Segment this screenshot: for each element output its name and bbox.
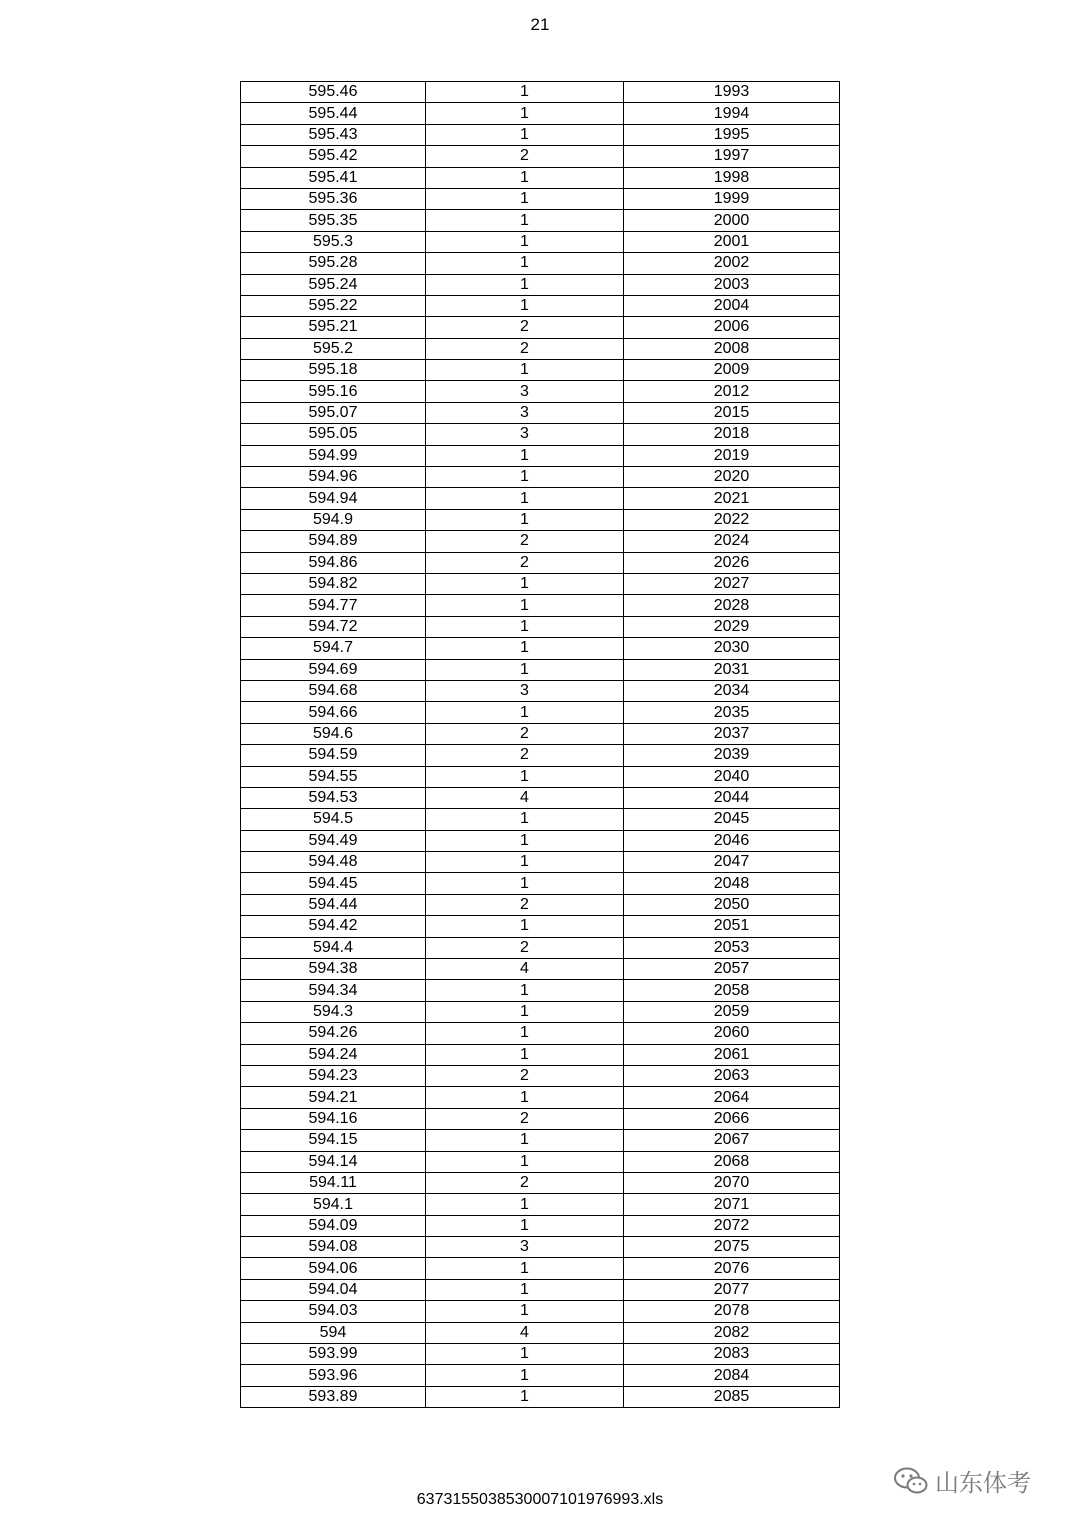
score-cell: 595.16 [241, 381, 426, 402]
watermark-text: 山东体考 [935, 1470, 1031, 1497]
cumulative-cell: 2031 [624, 659, 840, 680]
cumulative-cell: 2029 [624, 616, 840, 637]
score-cell: 594.59 [241, 745, 426, 766]
cumulative-cell: 2046 [624, 830, 840, 851]
score-cell: 594.16 [241, 1108, 426, 1129]
cumulative-cell: 2077 [624, 1279, 840, 1300]
score-cell: 594.09 [241, 1215, 426, 1236]
count-cell: 3 [426, 381, 624, 402]
score-cell: 595.44 [241, 103, 426, 124]
score-cell: 594.86 [241, 552, 426, 573]
cumulative-cell: 2084 [624, 1365, 840, 1386]
table-row [241, 1237, 840, 1258]
count-cell: 2 [426, 531, 624, 552]
cumulative-cell: 2067 [624, 1130, 840, 1151]
score-cell: 594.34 [241, 980, 426, 1001]
cumulative-cell: 2008 [624, 338, 840, 359]
cumulative-cell: 2085 [624, 1386, 840, 1407]
cumulative-cell: 1998 [624, 167, 840, 188]
table-row [241, 402, 840, 423]
table-row [241, 787, 840, 808]
score-cell: 595.42 [241, 146, 426, 167]
table-row [241, 1344, 840, 1365]
cumulative-cell: 2002 [624, 253, 840, 274]
score-cell: 594.69 [241, 659, 426, 680]
table-row [241, 638, 840, 659]
count-cell: 1 [426, 188, 624, 209]
table-row [241, 873, 840, 894]
table-row [241, 338, 840, 359]
count-cell: 1 [426, 616, 624, 637]
score-cell: 595.2 [241, 338, 426, 359]
table-row [241, 745, 840, 766]
cumulative-cell: 2040 [624, 766, 840, 787]
table-row [241, 723, 840, 744]
table-row [241, 916, 840, 937]
score-cell: 594.4 [241, 937, 426, 958]
cumulative-cell: 2064 [624, 1087, 840, 1108]
cumulative-cell: 2012 [624, 381, 840, 402]
count-cell: 1 [426, 295, 624, 316]
count-cell: 1 [426, 1001, 624, 1022]
cumulative-cell: 2070 [624, 1172, 840, 1193]
cumulative-cell: 2071 [624, 1194, 840, 1215]
cumulative-cell: 2015 [624, 402, 840, 423]
score-cell: 594.23 [241, 1065, 426, 1086]
cumulative-cell: 1997 [624, 146, 840, 167]
cumulative-cell: 2053 [624, 937, 840, 958]
cumulative-cell: 2057 [624, 959, 840, 980]
count-cell: 4 [426, 787, 624, 808]
score-cell: 595.07 [241, 402, 426, 423]
cumulative-cell: 2037 [624, 723, 840, 744]
score-cell: 594.44 [241, 894, 426, 915]
table-row [241, 231, 840, 252]
table-row [241, 1065, 840, 1086]
cumulative-cell: 2047 [624, 852, 840, 873]
table-row [241, 659, 840, 680]
score-table [240, 81, 840, 1408]
count-cell: 1 [426, 595, 624, 616]
cumulative-cell: 2051 [624, 916, 840, 937]
table-row [241, 103, 840, 124]
cumulative-cell: 2009 [624, 360, 840, 381]
table-row [241, 1001, 840, 1022]
table-row [241, 616, 840, 637]
table-row [241, 937, 840, 958]
cumulative-cell: 2030 [624, 638, 840, 659]
score-cell: 594.3 [241, 1001, 426, 1022]
score-cell: 594.38 [241, 959, 426, 980]
cumulative-cell: 2035 [624, 702, 840, 723]
count-cell: 1 [426, 1023, 624, 1044]
cumulative-cell: 2001 [624, 231, 840, 252]
table-row [241, 295, 840, 316]
table-row [241, 124, 840, 145]
table-row [241, 1279, 840, 1300]
count-cell: 1 [426, 638, 624, 659]
table-row [241, 1108, 840, 1129]
score-cell: 594.48 [241, 852, 426, 873]
count-cell: 1 [426, 124, 624, 145]
score-cell: 593.99 [241, 1344, 426, 1365]
table-row [241, 595, 840, 616]
score-cell: 594.11 [241, 1172, 426, 1193]
count-cell: 1 [426, 1194, 624, 1215]
table-row [241, 381, 840, 402]
table-row [241, 1301, 840, 1322]
score-cell: 594.89 [241, 531, 426, 552]
count-cell: 1 [426, 809, 624, 830]
count-cell: 1 [426, 830, 624, 851]
count-cell: 1 [426, 702, 624, 723]
score-cell: 594.03 [241, 1301, 426, 1322]
score-cell: 594.45 [241, 873, 426, 894]
table-row [241, 317, 840, 338]
count-cell: 1 [426, 1130, 624, 1151]
score-cell: 594.99 [241, 445, 426, 466]
cumulative-cell: 2018 [624, 424, 840, 445]
table-row [241, 82, 840, 103]
score-cell: 595.05 [241, 424, 426, 445]
score-cell: 594.7 [241, 638, 426, 659]
score-cell: 594.53 [241, 787, 426, 808]
cumulative-cell: 2058 [624, 980, 840, 1001]
table-row [241, 1194, 840, 1215]
table-row [241, 809, 840, 830]
count-cell: 1 [426, 573, 624, 594]
cumulative-cell: 2063 [624, 1065, 840, 1086]
score-cell: 594.26 [241, 1023, 426, 1044]
score-cell: 595.35 [241, 210, 426, 231]
score-cell: 595.36 [241, 188, 426, 209]
score-cell: 595.46 [241, 82, 426, 103]
table-row [241, 488, 840, 509]
cumulative-cell: 2021 [624, 488, 840, 509]
score-cell: 594.66 [241, 702, 426, 723]
table-row [241, 680, 840, 701]
table-row [241, 146, 840, 167]
count-cell: 1 [426, 1301, 624, 1322]
watermark [893, 1463, 1031, 1498]
table-row [241, 1386, 840, 1407]
table-row [241, 852, 840, 873]
table-row [241, 1044, 840, 1065]
cumulative-cell: 2072 [624, 1215, 840, 1236]
score-cell: 595.24 [241, 274, 426, 295]
table-row [241, 1023, 840, 1044]
cumulative-cell: 2006 [624, 317, 840, 338]
score-cell: 595.18 [241, 360, 426, 381]
table-row [241, 702, 840, 723]
footer-filename: 6373155038530007101976993.xls [416, 1491, 664, 1508]
score-cell: 595.22 [241, 295, 426, 316]
table-row [241, 766, 840, 787]
count-cell: 1 [426, 1151, 624, 1172]
cumulative-cell: 1993 [624, 82, 840, 103]
count-cell: 2 [426, 1172, 624, 1193]
count-cell: 2 [426, 1065, 624, 1086]
table-row [241, 1365, 840, 1386]
score-cell: 594.42 [241, 916, 426, 937]
score-cell: 593.89 [241, 1386, 426, 1407]
count-cell: 1 [426, 210, 624, 231]
cumulative-cell: 2078 [624, 1301, 840, 1322]
score-cell: 594.1 [241, 1194, 426, 1215]
count-cell: 1 [426, 467, 624, 488]
cumulative-cell: 2050 [624, 894, 840, 915]
cumulative-cell: 1999 [624, 188, 840, 209]
cumulative-cell: 2082 [624, 1322, 840, 1343]
cumulative-cell: 2083 [624, 1344, 840, 1365]
count-cell: 2 [426, 894, 624, 915]
score-cell: 594 [241, 1322, 426, 1343]
cumulative-cell: 2020 [624, 467, 840, 488]
cumulative-cell: 2034 [624, 680, 840, 701]
score-cell: 594.04 [241, 1279, 426, 1300]
count-cell: 2 [426, 937, 624, 958]
cumulative-cell: 2045 [624, 809, 840, 830]
table-row [241, 1258, 840, 1279]
count-cell: 2 [426, 146, 624, 167]
score-cell: 594.9 [241, 509, 426, 530]
cumulative-cell: 2003 [624, 274, 840, 295]
table-row [241, 467, 840, 488]
count-cell: 4 [426, 959, 624, 980]
count-cell: 1 [426, 231, 624, 252]
table-row [241, 894, 840, 915]
score-cell: 594.5 [241, 809, 426, 830]
table-row [241, 424, 840, 445]
count-cell: 1 [426, 1087, 624, 1108]
table-body [241, 82, 840, 1408]
count-cell: 2 [426, 552, 624, 573]
cumulative-cell: 2026 [624, 552, 840, 573]
count-cell: 1 [426, 274, 624, 295]
table-row [241, 253, 840, 274]
count-cell: 1 [426, 1044, 624, 1065]
table-row [241, 1322, 840, 1343]
cumulative-cell: 2059 [624, 1001, 840, 1022]
score-cell: 594.6 [241, 723, 426, 744]
table-row [241, 210, 840, 231]
count-cell: 1 [426, 659, 624, 680]
score-cell: 594.68 [241, 680, 426, 701]
table-row [241, 830, 840, 851]
score-cell: 594.72 [241, 616, 426, 637]
count-cell: 1 [426, 1215, 624, 1236]
score-cell: 594.82 [241, 573, 426, 594]
count-cell: 2 [426, 1108, 624, 1129]
count-cell: 1 [426, 1258, 624, 1279]
count-cell: 1 [426, 1365, 624, 1386]
table-row [241, 531, 840, 552]
score-cell: 594.14 [241, 1151, 426, 1172]
score-cell: 594.21 [241, 1087, 426, 1108]
count-cell: 1 [426, 980, 624, 1001]
cumulative-cell: 2076 [624, 1258, 840, 1279]
score-cell: 594.15 [241, 1130, 426, 1151]
count-cell: 3 [426, 424, 624, 445]
count-cell: 3 [426, 1237, 624, 1258]
count-cell: 3 [426, 402, 624, 423]
count-cell: 1 [426, 916, 624, 937]
cumulative-cell: 2027 [624, 573, 840, 594]
cumulative-cell: 2061 [624, 1044, 840, 1065]
table-row [241, 167, 840, 188]
table-row [241, 573, 840, 594]
cumulative-cell: 2024 [624, 531, 840, 552]
cumulative-cell: 2048 [624, 873, 840, 894]
count-cell: 4 [426, 1322, 624, 1343]
cumulative-cell: 1995 [624, 124, 840, 145]
page-number: 21 [530, 15, 550, 34]
cumulative-cell: 2004 [624, 295, 840, 316]
count-cell: 1 [426, 488, 624, 509]
count-cell: 1 [426, 1279, 624, 1300]
table-row [241, 552, 840, 573]
count-cell: 2 [426, 723, 624, 744]
score-cell: 595.3 [241, 231, 426, 252]
wechat-icon [893, 1466, 929, 1496]
score-cell: 594.24 [241, 1044, 426, 1065]
score-cell: 594.77 [241, 595, 426, 616]
count-cell: 2 [426, 338, 624, 359]
score-cell: 593.96 [241, 1365, 426, 1386]
cumulative-cell: 2044 [624, 787, 840, 808]
cumulative-cell: 2075 [624, 1237, 840, 1258]
count-cell: 3 [426, 680, 624, 701]
cumulative-cell: 2066 [624, 1108, 840, 1129]
score-cell: 594.96 [241, 467, 426, 488]
score-cell: 595.28 [241, 253, 426, 274]
cumulative-cell: 2060 [624, 1023, 840, 1044]
table-row [241, 1087, 840, 1108]
count-cell: 1 [426, 82, 624, 103]
score-cell: 594.08 [241, 1237, 426, 1258]
count-cell: 1 [426, 167, 624, 188]
cumulative-cell: 2028 [624, 595, 840, 616]
score-cell: 595.43 [241, 124, 426, 145]
cumulative-cell: 2068 [624, 1151, 840, 1172]
cumulative-cell: 2022 [624, 509, 840, 530]
table-row [241, 360, 840, 381]
count-cell: 1 [426, 1344, 624, 1365]
count-cell: 1 [426, 1386, 624, 1407]
count-cell: 2 [426, 317, 624, 338]
score-cell: 594.49 [241, 830, 426, 851]
count-cell: 2 [426, 745, 624, 766]
count-cell: 1 [426, 509, 624, 530]
score-cell: 594.06 [241, 1258, 426, 1279]
count-cell: 1 [426, 103, 624, 124]
table-row [241, 980, 840, 1001]
table-row [241, 959, 840, 980]
score-cell: 594.55 [241, 766, 426, 787]
count-cell: 1 [426, 873, 624, 894]
table-row [241, 509, 840, 530]
cumulative-cell: 2000 [624, 210, 840, 231]
table-row [241, 274, 840, 295]
cumulative-cell: 1994 [624, 103, 840, 124]
cumulative-cell: 2039 [624, 745, 840, 766]
count-cell: 1 [426, 852, 624, 873]
table-row [241, 188, 840, 209]
count-cell: 1 [426, 253, 624, 274]
cumulative-cell: 2019 [624, 445, 840, 466]
table-row [241, 1172, 840, 1193]
table-row [241, 445, 840, 466]
score-cell: 595.41 [241, 167, 426, 188]
table-row [241, 1215, 840, 1236]
score-cell: 595.21 [241, 317, 426, 338]
table-row [241, 1130, 840, 1151]
count-cell: 1 [426, 360, 624, 381]
count-cell: 1 [426, 766, 624, 787]
count-cell: 1 [426, 445, 624, 466]
score-cell: 594.94 [241, 488, 426, 509]
table-row [241, 1151, 840, 1172]
